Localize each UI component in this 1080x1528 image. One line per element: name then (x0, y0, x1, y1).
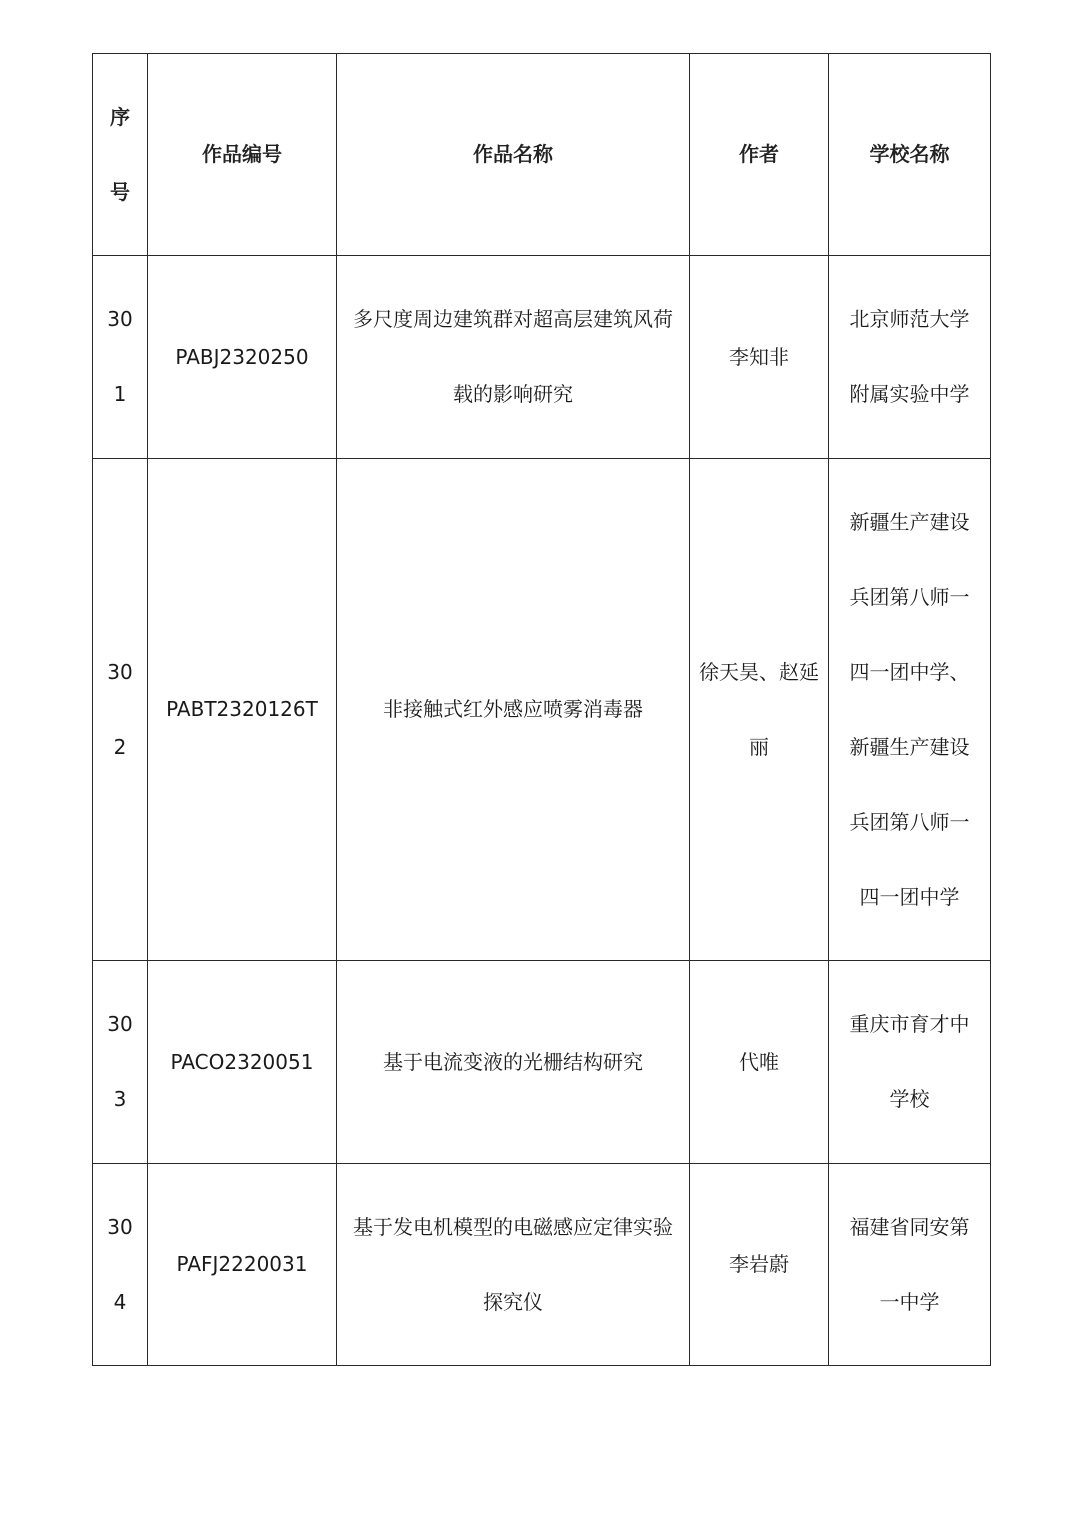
header-seq (93, 54, 148, 256)
cell-school: 北京师范大学附属实验中学 (829, 256, 991, 459)
cell-title: 非接触式红外感应喷雾消毒器 (337, 459, 690, 961)
cell-author: 李岩蔚 (690, 1164, 829, 1366)
table-row (93, 459, 991, 961)
cell-school: 重庆市育才中学校 (829, 961, 991, 1164)
cell-school: 新疆生产建设兵团第八师一四一团中学、新疆生产建设兵团第八师一四一团中学 (829, 459, 991, 961)
cell-code: PAFJ2220031 (148, 1164, 337, 1366)
header-school: 学校名称 (829, 54, 991, 256)
cell-seq: 301 (93, 256, 148, 459)
cell-title: 基于发电机模型的电磁感应定律实验探究仪 (337, 1164, 690, 1366)
header-code: 作品编号 (148, 54, 337, 256)
cell-code: PACO2320051 (148, 961, 337, 1164)
cell-school: 福建省同安第一中学 (829, 1164, 991, 1366)
table-row (93, 1164, 991, 1366)
cell-title: 基于电流变液的光栅结构研究 (337, 961, 690, 1164)
cell-seq: 303 (93, 961, 148, 1164)
cell-author: 代唯 (690, 961, 829, 1164)
table-row (93, 961, 991, 1164)
cell-seq: 304 (93, 1164, 148, 1366)
award-list-table (92, 53, 991, 1366)
cell-code: PABJ2320250 (148, 256, 337, 459)
header-seq-line1: 序 (110, 104, 130, 129)
cell-author: 徐天昊、赵延丽 (690, 459, 829, 961)
header-title: 作品名称 (337, 54, 690, 256)
cell-code: PABT2320126T (148, 459, 337, 961)
header-author: 作者 (690, 54, 829, 256)
table-header-row (93, 54, 991, 256)
cell-title: 多尺度周边建筑群对超高层建筑风荷载的影响研究 (337, 256, 690, 459)
cell-author: 李知非 (690, 256, 829, 459)
table-row (93, 256, 991, 459)
header-seq-line2: 号 (110, 179, 130, 204)
cell-seq: 302 (93, 459, 148, 961)
